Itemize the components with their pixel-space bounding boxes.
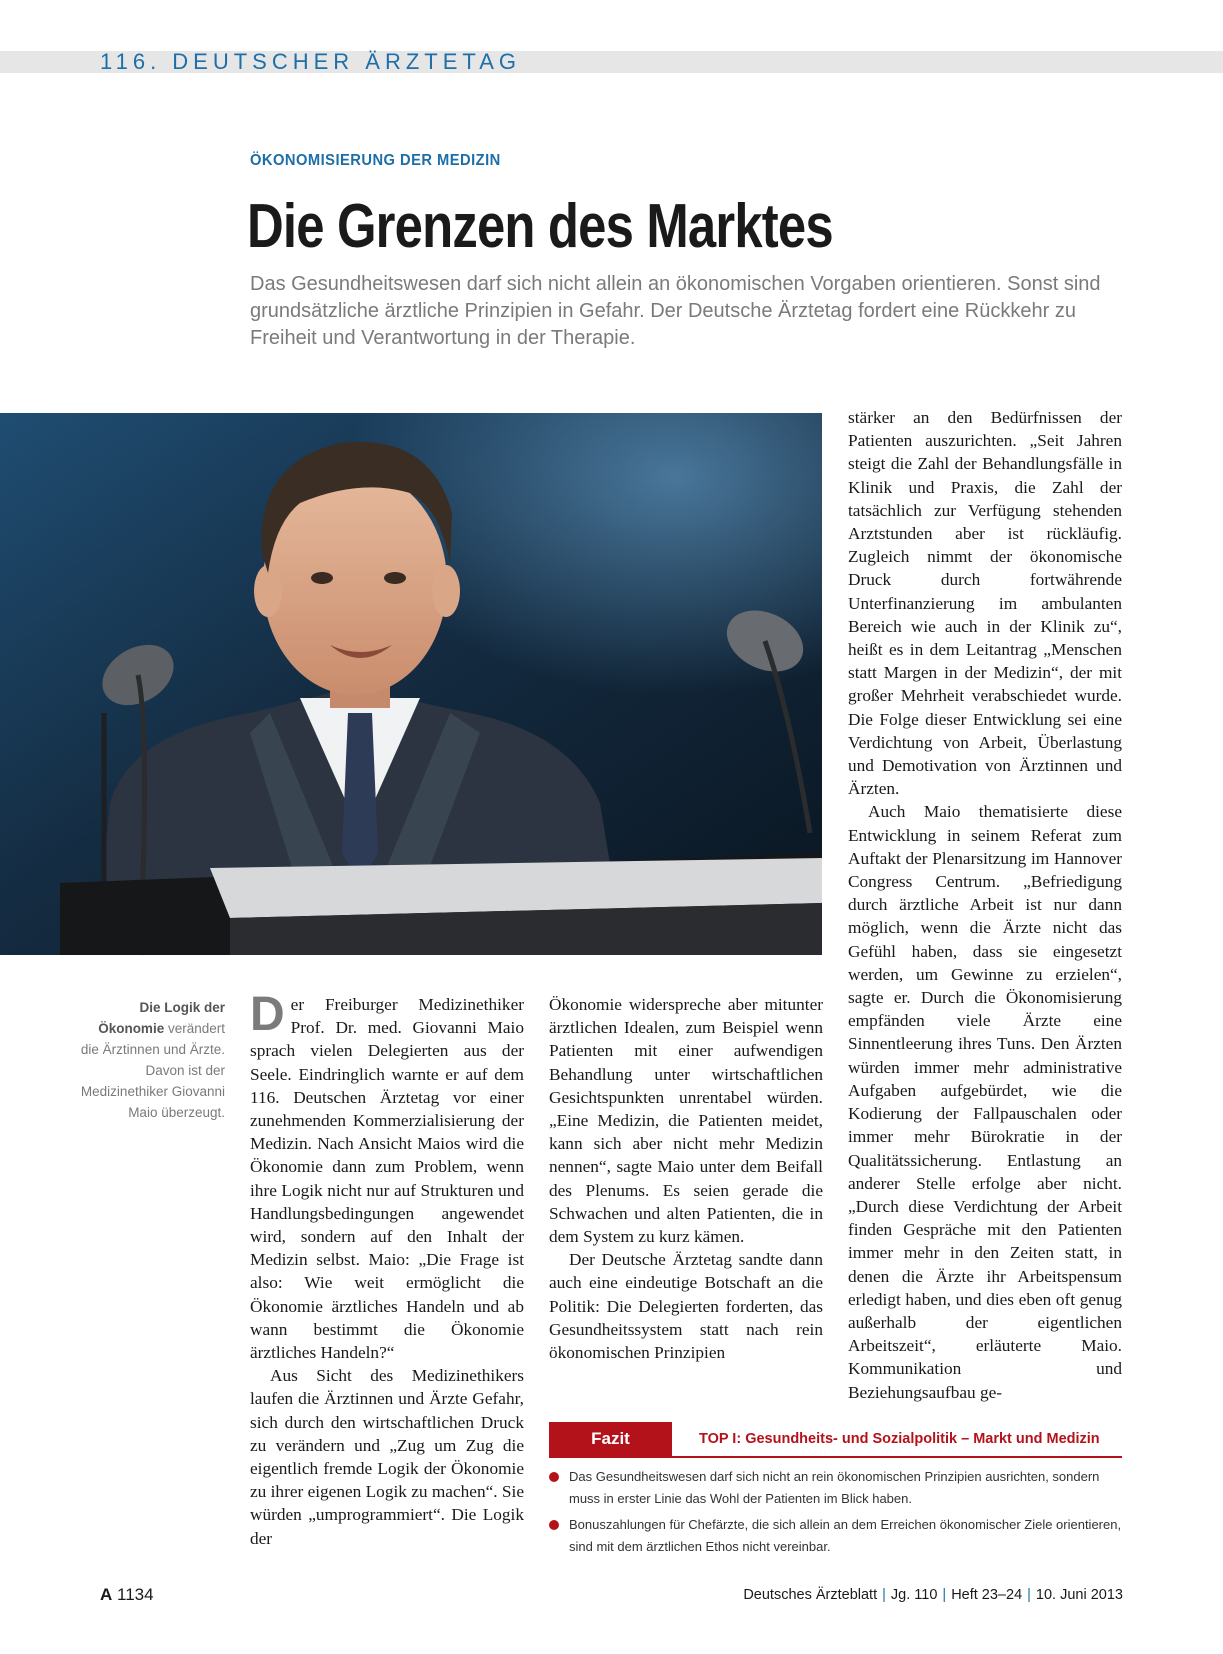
journal-issue: Heft 23–24 [951,1587,1023,1603]
fazit-label: Fazit [549,1422,672,1456]
bullet-icon [549,1520,559,1530]
bullet-icon [549,1472,559,1482]
article-kicker: ÖKONOMISIERUNG DER MEDIZIN [250,152,501,169]
article-column-2 [549,993,823,1388]
footer-meta [743,1587,1123,1603]
photo-caption [80,997,225,1123]
drop-cap: D [250,988,285,1041]
fazit-title: TOP I: Gesundheits- und Sozialpolitik – Markt und Medizin [699,1431,1100,1447]
journal-volume: Jg. 110 [890,1587,938,1603]
article-lead: Das Gesundheitswesen darf sich nicht allein an ökonomischen Vorgaben orientieren. Sonst sind grundsätzliche ärztliche Prinzipien in Gefahr. Der Deutsche Ärztetag fordert eine Rückkehr zu Freiheit und Verantwortung in der Therapie. [250,273,1101,349]
paragraph-1: er Freiburger Medizinethiker Prof. Dr. med. Giovanni Maio sprach vielen Delegierten aus der Seele. Eindringlich warnte er auf dem 116. Deutschen Ärztetag vor einer zunehmenden Kommerzialisierung der Medizin. Nach Ansicht Maios wird die Ökonomie dann zum Problem, wenn ihre Logik nicht nur auf Strukturen und Handlungsbedingungen angewendet wird, sondern auf den Inhalt der Medizin selbst. Maio: „Die Frage ist also: Wie weit ermöglicht die Ökonomie ärztliches Handeln und ab wann bestimmt die Ökonomie ärztliches Handeln?“ [250,995,524,1363]
article-column-3 [848,406,1122,1402]
footer-separator: | [882,1587,886,1603]
fazit-list [549,1466,1122,1558]
paragraph-2: Aus Sicht des Medizinethikers laufen die Ärztinnen und Ärzte Gefahr, sich durch den wirtschaftlichen Druck zu verändern und „Zug um Zug die eigentlich fremde Logik der Ökonomie zu ihrer eigenen Logik zu machen“. Sie würden „umprogrammiert“. Die Logik der [250,1366,524,1548]
fazit-item [549,1514,1122,1558]
footer-separator: | [942,1587,947,1603]
page-number-value: 1134 [117,1585,154,1604]
fazit-box [549,1422,1122,1562]
article-column-1 [250,988,524,1563]
page-number [100,1585,154,1605]
caption-bold: Die Logik der Ökonomie [98,1000,225,1036]
fazit-item-text: Das Gesundheitswesen darf sich nicht an rein ökonomischen Prinzipien ausrichten, sondern muss in erster Linie das Wohl der Patienten im Blick haben. [569,1469,1100,1506]
section-label: 116. DEUTSCHER ÄRZTETAG [100,49,522,74]
paragraph-5: stärker an den Bedürfnissen der Patienten auszurichten. „Seit Jahren steigt die Zahl der Behandlungsfälle in Klinik und Praxis, die Zahl der tatsächlich zur Verfügung stehenden Arztstunden aber ist rückläufig. Zugleich nimmt der ökonomische Druck durch fortwährende Unterfinanzierung im ambulanten Bereich wie auch in der Klinik zu“, heißt es in dem Leitantrag „Menschen statt Margen in der Medizin“, der mit großer Mehrheit verabschiedet wurde. Die Folge dieser Entwicklung sei eine Verdichtung von Arbeit, Überlastung und Demotivation von Ärztinnen und Ärzten. [848,408,1122,799]
paragraph-3: Ökonomie widerspreche aber mitunter ärztlichen Idealen, zum Beispiel wenn Patienten mit einer aufwendigen Behandlung unter wirtschaftlichen Gesichtspunkten unrentabel würden. „Eine Medizin, die Patienten meidet, kann sich aber nicht mehr Medizin nennen“, sagte Maio unter dem Beifall des Plenums. Es seien gerade die Schwachen und alten Patienten, die in dem System zu kurz kämen. [549,995,823,1247]
caption-text: verändert die Ärztinnen und Ärzte. Davon ist der Medizinethiker Giovanni Maio überzeugt. [80,1021,225,1120]
speaker-photo [0,413,822,955]
fazit-header [549,1422,1122,1458]
paragraph-6: Auch Maio thematisierte diese Entwicklung in seinem Referat zum Auftakt der Plenarsitzung im Hannover Congress Centrum. „Befriedigung durch ärztliche Arbeit ist nur dann möglich, wenn die Ärzte nicht das Gefühl haben, dass sie eingesetzt werden, um Gewinne zu erzielen“, sagte er. Durch die Ökonomisierung empfänden viele Ärzte eine Sinnentleerung ihres Tuns. Den Ärzten würden immer mehr administrative Aufgaben aufgebürdet, wie die Kodierung der Fallpauschalen oder immer mehr Bürokratie in der Qualitätssicherung. Entlastung an anderer Stelle erfolge aber nicht. „Durch diese Verdichtung der Arbeit finden Gespräche mit den Patienten immer mehr in den Zeiten statt, in denen die Ärzte ihr Arbeitspensum erledigt haben, und dies eben oft genug außerhalb der eigentlichen Arbeitszeit“, erläuterte Maio. Kommunikation und Beziehungsaufbau ge- [848,802,1122,1402]
journal-name: Deutsches Ärzteblatt [743,1587,878,1603]
fazit-item-text: Bonuszahlungen für Chefärzte, die sich allein an dem Erreichen ökonomischer Ziele orientieren, sind mit dem ärztlichen Ethos nicht vereinbar. [569,1517,1122,1554]
fazit-item [549,1466,1122,1510]
paragraph-4: Der Deutsche Ärztetag sandte dann auch eine eindeutige Botschaft an die Politik: Die Delegierten forderten, das Gesundheitssystem statt nach rein ökonomischen Prinzipien [549,1250,823,1363]
article-title: Die Grenzen des Marktes [247,192,833,261]
journal-date: 10. Juni 2013 [1035,1587,1123,1603]
page-prefix: A [100,1585,113,1604]
footer-separator: | [1027,1587,1031,1603]
